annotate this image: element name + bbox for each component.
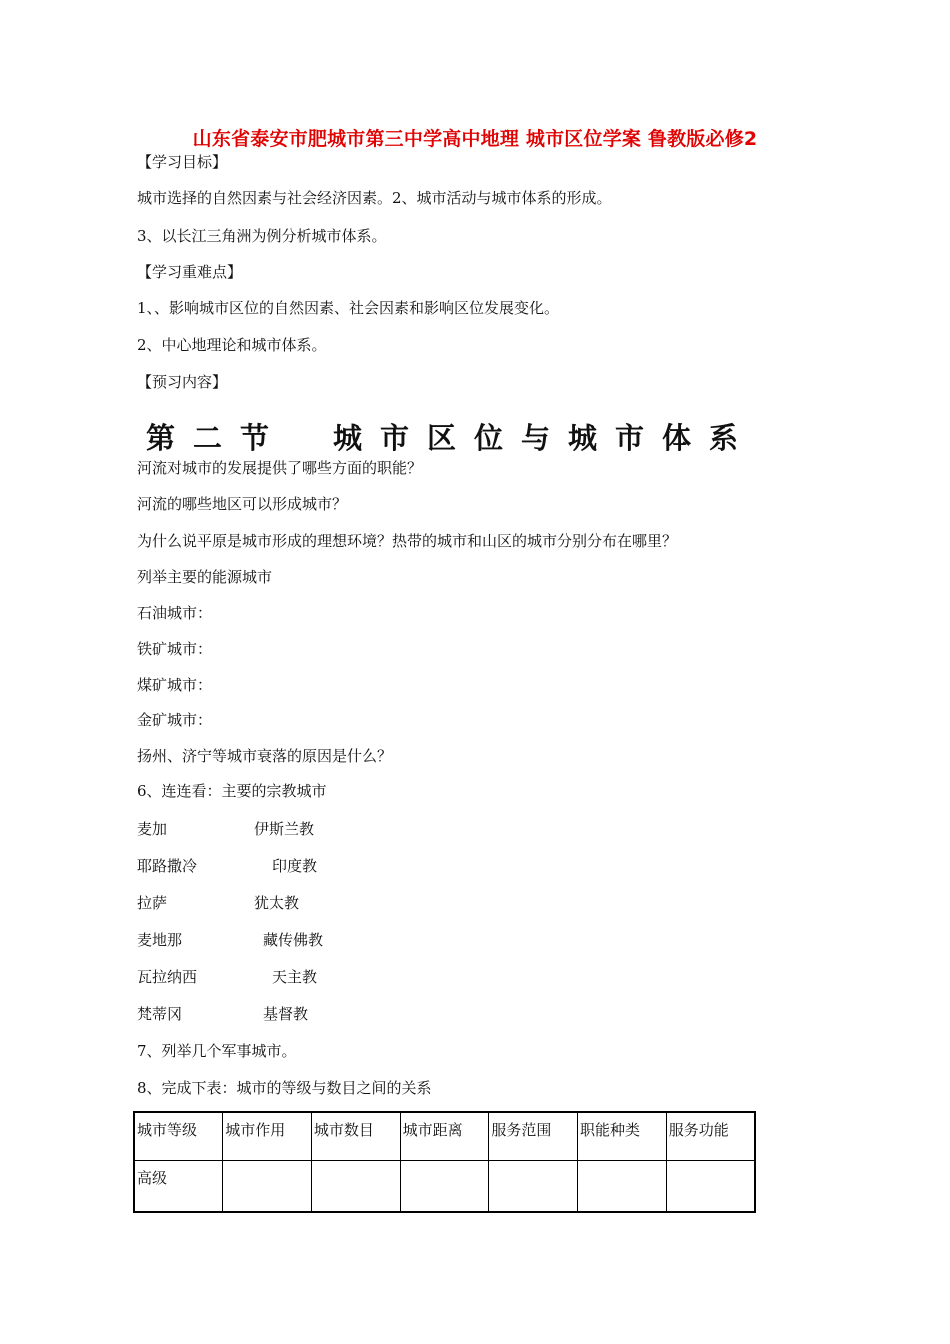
goals-line-2: 3、以长江三角洲为例分析城市体系。 [137, 227, 387, 245]
oil-cities-label: 石油城市： [137, 604, 213, 622]
goals-heading: 【学习目标】 [137, 153, 228, 171]
matching-religion: 印度教 [272, 857, 318, 875]
matching-religion: 天主教 [272, 968, 318, 986]
question-river-areas: 河流的哪些地区可以形成城市？ [137, 495, 348, 513]
table-header-cell: 城市数目 [311, 1112, 400, 1160]
table-header-row [134, 1112, 755, 1160]
matching-city: 梵蒂冈 [137, 1005, 183, 1023]
section-number: 第二节 [146, 421, 288, 455]
table-header-cell: 服务功能 [666, 1112, 755, 1160]
gold-cities-label: 金矿城市： [137, 711, 213, 729]
table-header-cell: 城市作用 [223, 1112, 312, 1160]
matching-city: 瓦拉纳西 [137, 968, 198, 986]
matching-city: 麦加 [137, 820, 168, 838]
table-cell[interactable] [489, 1160, 578, 1212]
matching-religion: 藏传佛教 [263, 931, 324, 949]
city-hierarchy-table [133, 1111, 756, 1213]
question-energy-cities: 列举主要的能源城市 [137, 568, 273, 586]
question-plains: 为什么说平原是城市形成的理想环境？热带的城市和山区的城市分别分布在哪里？ [137, 532, 678, 550]
matching-city: 麦地那 [137, 931, 183, 949]
question-decline: 扬州、济宁等城市衰落的原因是什么？ [137, 747, 393, 765]
matching-row [137, 856, 537, 876]
question-river-functions: 河流对城市的发展提供了哪些方面的职能？ [137, 459, 423, 477]
table-header-cell: 职能种类 [578, 1112, 667, 1160]
section-heading [146, 416, 756, 457]
matching-row [137, 930, 537, 950]
matching-city: 耶路撒冷 [137, 857, 198, 875]
key-points-line-1: 1、、影响城市区位的自然因素、社会因素和影响区位发展变化。 [137, 299, 560, 317]
matching-row [137, 893, 537, 913]
matching-row [137, 967, 537, 987]
document-title: 山东省泰安市肥城市第三中学高中地理 城市区位学案 鲁教版必修2 [192, 128, 758, 150]
table-row [134, 1160, 755, 1212]
table-cell[interactable] [666, 1160, 755, 1212]
question-table: 8、完成下表：城市的等级与数目之间的关系 [137, 1079, 432, 1097]
matching-religion: 犹太教 [254, 894, 300, 912]
key-points-heading: 【学习重难点】 [137, 263, 243, 281]
section-name: 城市区位与城市体系 [333, 421, 757, 455]
matching-religion: 伊斯兰教 [254, 820, 315, 838]
matching-religion: 基督教 [263, 1005, 309, 1023]
goals-line-1: 城市选择的自然因素与社会经济因素。2、城市活动与城市体系的形成。 [137, 189, 612, 207]
question-religious-cities: 6、连连看：主要的宗教城市 [137, 782, 327, 800]
table-cell[interactable] [400, 1160, 489, 1212]
coal-cities-label: 煤矿城市： [137, 676, 213, 694]
key-points-line-2: 2、中心地理论和城市体系。 [137, 336, 327, 354]
question-military-cities: 7、列举几个军事城市。 [137, 1042, 297, 1060]
table-header-cell: 服务范围 [489, 1112, 578, 1160]
table-cell[interactable]: 高级 [134, 1160, 223, 1212]
matching-row [137, 819, 537, 839]
table-cell[interactable] [311, 1160, 400, 1212]
table-cell[interactable] [223, 1160, 312, 1212]
table-header-cell: 城市等级 [134, 1112, 223, 1160]
preview-heading: 【预习内容】 [137, 373, 228, 391]
matching-city: 拉萨 [137, 894, 168, 912]
matching-row [137, 1004, 537, 1024]
iron-cities-label: 铁矿城市： [137, 640, 213, 658]
table-header-cell: 城市距离 [400, 1112, 489, 1160]
table-cell[interactable] [578, 1160, 667, 1212]
